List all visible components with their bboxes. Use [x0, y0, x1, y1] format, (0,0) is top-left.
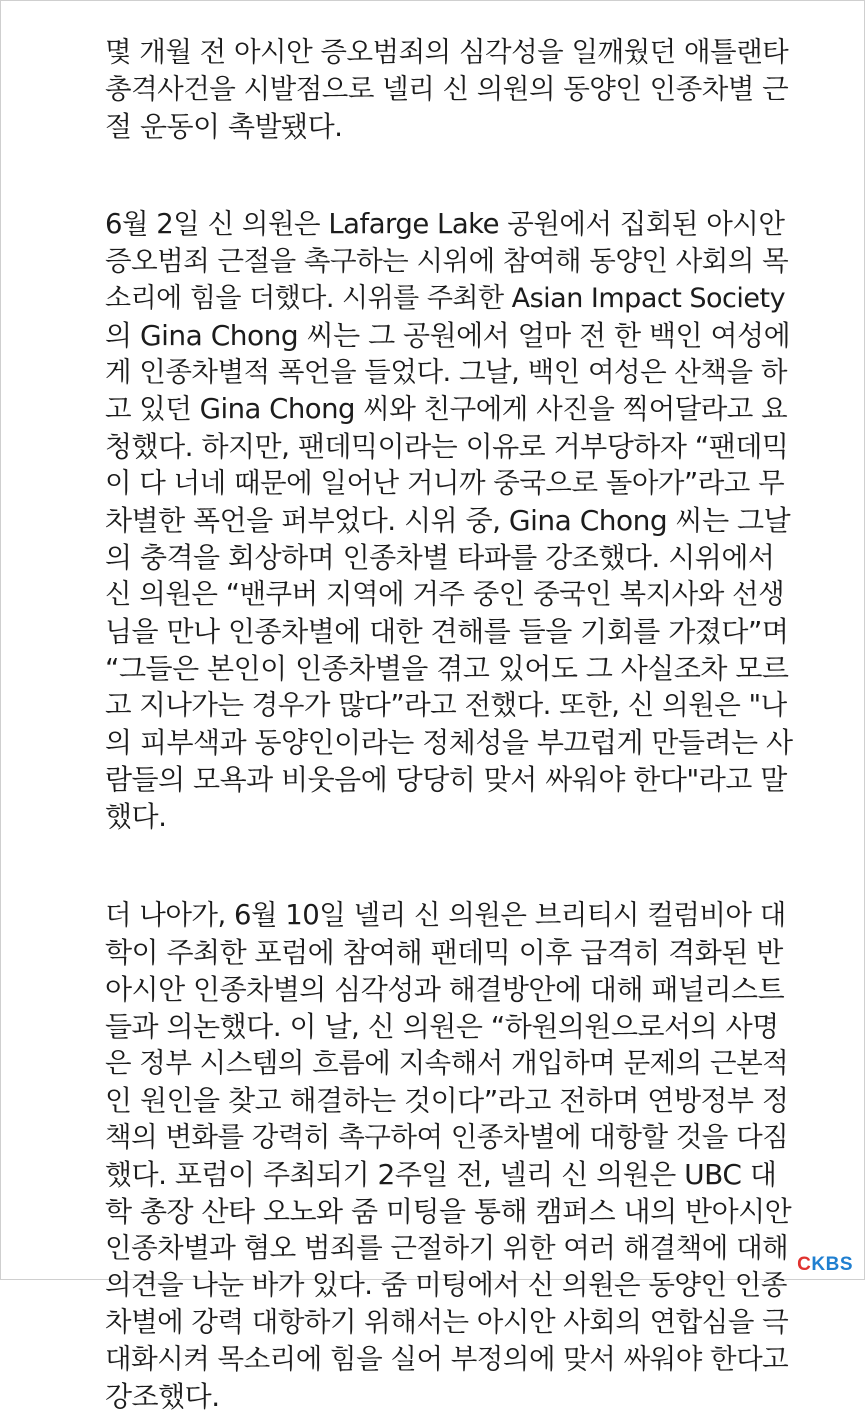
text-line: 6월 2일 신 의원은 Lafarge Lake 공원에서 집회된 아시안	[105, 208, 785, 240]
paragraph-spacer	[105, 835, 765, 897]
text-line: 청했다. 하지만, 팬데믹이라는 이유로 거부당하자 “팬데믹	[105, 430, 789, 463]
text-line: 게 인종차별적 폭언을 들었다. 그날, 백인 여성은 산책을 하	[105, 356, 787, 388]
text-line: 의 Gina Chong 씨는 그 공원에서 얼마 전 한 백인 여성에	[105, 319, 791, 352]
paragraph-2	[105, 206, 793, 835]
text-line: 은 정부 시스템의 흐름에 지속해서 개입하며 문제의 근본적	[105, 1047, 789, 1079]
text-line: 의 충격을 회상하며 인종차별 타파를 강조했다. 시위에서	[105, 541, 775, 574]
text-line: 총격사건을 시발점으로 넬리 신 의원의 동양인 인종차별 근	[105, 73, 789, 105]
watermark-letter-c: C	[797, 1254, 812, 1275]
text-line: 신 의원은 “밴쿠버 지역에 거주 중인 중국인 복지사와 선생	[105, 578, 785, 610]
text-line: “그들은 본인이 인종차별을 겪고 있어도 그 사실조차 모르	[105, 652, 789, 685]
text-line: 몇 개월 전 아시안 증오범죄의 심각성을 일깨웠던 애틀랜타	[105, 36, 789, 68]
text-line: 강조했다.	[105, 1380, 220, 1413]
article-body	[105, 34, 793, 1415]
text-line: 했다. 포럼이 주최되기 2주일 전, 넬리 신 의원은 UBC 대	[105, 1158, 777, 1191]
paragraph-1	[105, 34, 789, 145]
paragraph-spacer	[105, 145, 765, 206]
text-line: 차별한 폭언을 퍼부었다. 시위 중, Gina Chong 씨는 그날	[105, 504, 791, 537]
text-line: 람들의 모욕과 비웃음에 당당히 맞서 싸워야 한다"라고 말	[105, 763, 787, 796]
text-line: 학이 주최한 포럼에 참여해 팬데믹 이후 급격히 격화된 반	[105, 936, 783, 969]
text-line: 님을 만나 인종차별에 대한 견해를 들을 기회를 가졌다”며	[105, 615, 789, 648]
text-line: 인종차별과 혐오 범죄를 근절하기 위한 여러 해결책에 대해	[105, 1232, 789, 1264]
text-line: 증오범죄 근절을 촉구하는 시위에 참여해 동양인 사회의 목	[105, 245, 789, 277]
text-line: 고 지나가는 경우가 많다”라고 전했다. 또한, 신 의원은 "나	[105, 689, 787, 721]
watermark-letters-kbs: KBS	[811, 1254, 853, 1275]
text-line: 아시안 인종차별의 심각성과 해결방안에 대해 패널리스트	[105, 973, 785, 1006]
text-line: 이 다 너네 때문에 일어난 거니까 중국으로 돌아가”라고 무	[105, 467, 785, 499]
paragraph-3	[105, 897, 792, 1415]
text-line: 의 피부색과 동양인이라는 정체성을 부끄럽게 만들려는 사	[105, 726, 793, 759]
text-line: 차별에 강력 대항하기 위해서는 아시안 사회의 연합심을 극	[105, 1306, 789, 1338]
text-line: 의견을 나눈 바가 있다. 줌 미팅에서 신 의원은 동양인 인종	[105, 1269, 787, 1301]
text-line: 더 나아가, 6월 10일 넬리 신 의원은 브리티시 컬럼비아 대	[105, 899, 786, 931]
text-line: 학 총장 산타 오노와 줌 미팅을 통해 캠퍼스 내의 반아시안	[105, 1195, 792, 1228]
text-line: 책의 변화를 강력히 촉구하여 인종차별에 대항할 것을 다짐	[105, 1121, 789, 1153]
text-line: 대화시켜 목소리에 힘을 실어 부정의에 맞서 싸워야 한다고	[105, 1343, 789, 1375]
text-line: 소리에 힘을 더했다. 시위를 주최한 Asian Impact Society	[105, 283, 786, 314]
text-line: 들과 의논했다. 이 날, 신 의원은 “하원의원으로서의 사명	[105, 1010, 779, 1043]
cbs-watermark-logo	[797, 1254, 853, 1276]
text-line: 절 운동이 촉발됐다.	[105, 110, 343, 143]
text-line: 인 원인을 찾고 해결하는 것이다”라고 전하며 연방정부 정	[105, 1084, 789, 1117]
text-line: 했다.	[105, 800, 167, 833]
text-line: 고 있던 Gina Chong 씨와 친구에게 사진을 찍어달라고 요	[105, 393, 788, 425]
